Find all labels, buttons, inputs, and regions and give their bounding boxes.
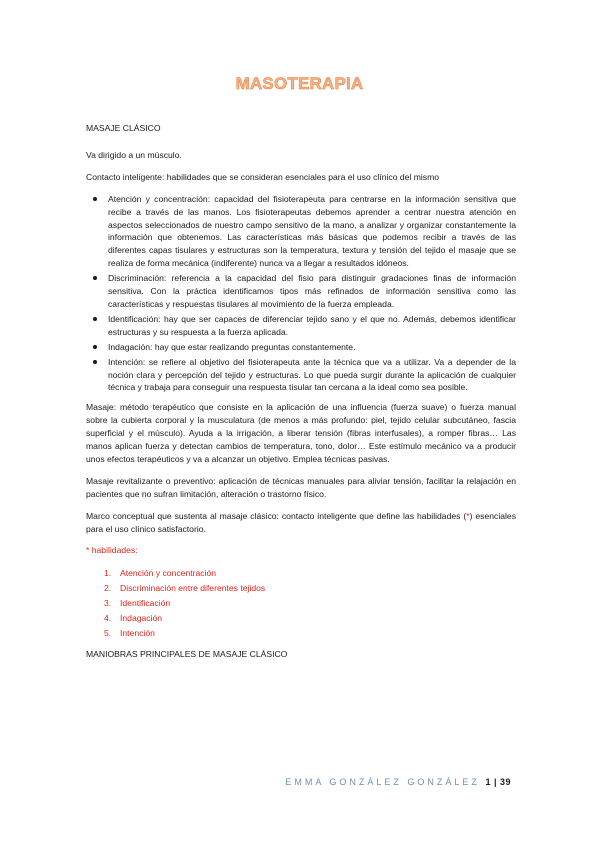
masaje-definition-paragraph: Masaje: método terapéutico que consiste en la aplicación de una influencia (fuerza suave) o fuerza manual sobre la cubierta corporal y la musculatura (de menos a más profundo: piel, tejido celular subcutáneo, fascia superficial y el músculo). Ayuda a la irrigación, a liberar tensión (fibras interfusales), a romper fibras… Las manos aplican fuerza y detectan cambios de temperatura, tono, dolor… Este estímulo mecánico va a producir unos efectos terapéuticos y va a alcanzar un objetivo. Emplea técnicas pasivas. bbox=[86, 402, 516, 464]
bullet-icon bbox=[93, 276, 97, 280]
bullet-icon bbox=[93, 317, 97, 321]
section-heading-masaje-clasico: MASAJE CLÁSICO bbox=[86, 123, 161, 133]
marco-conceptual-paragraph bbox=[86, 510, 516, 536]
page-footer bbox=[285, 777, 511, 787]
list-item bbox=[108, 356, 516, 395]
footer-author: EMMA GONZÁLEZ GONZÁLEZ bbox=[285, 777, 480, 787]
skills-description-list bbox=[86, 193, 516, 395]
list-item bbox=[108, 313, 516, 339]
page-number: 1 | 39 bbox=[485, 777, 511, 787]
list-item bbox=[104, 627, 516, 640]
list-item bbox=[104, 567, 516, 580]
list-item-text: Intención: se refiere al objetivo del fisioterapeuta ante la técnica que va a utilizar. Va a depender de la noción clara y percepción del tejido y estructuras. Lo que pueda surgir durante la aplicación de cualquier técnica y trabaja para conseguir una respuesta tisular tan cercana a la ideal como sea posible. bbox=[108, 356, 516, 393]
list-item-text: Indagación bbox=[120, 613, 163, 624]
list-item-text: Discriminación: referencia a la capacidad del fisio para distinguir gradaciones finas de información sensitiva. Con la práctica identificamos tipos más refinados de información sensitiva como las características y respuestas tisulares al movimiento de la fuerza empleada. bbox=[108, 273, 516, 309]
revitalizante-paragraph: Masaje revitalizante o preventivo: aplicación de técnicas manuales para aliviar tensión, facilitar la relajación en pacientes que no sufran limitación, alteración o trastorno físico. bbox=[86, 475, 516, 499]
list-item bbox=[104, 612, 516, 625]
marco-text-before: Marco conceptual que sustenta al masaje clásico: contacto inteligente que define las habilidades ( bbox=[86, 510, 467, 521]
list-item-text: Identificación: hay que ser capaces de diferenciar tejido sano y el que no. Además, debemos identificar estructuras y su respuesta a la fuerza aplicada. bbox=[108, 313, 516, 337]
contact-paragraph: Contacto inteligente: habilidades que se consideran esenciales para el uso clínico del mismo bbox=[86, 171, 440, 182]
list-number: 3. bbox=[104, 598, 112, 609]
list-item bbox=[104, 582, 516, 595]
section-heading-maniobras: MANIOBRAS PRINCIPALES DE MASAJE CLÁSICO bbox=[86, 648, 288, 659]
marco-asterisk: * bbox=[466, 510, 470, 521]
bullet-icon bbox=[93, 360, 97, 364]
list-item-text: Identificación bbox=[120, 598, 171, 609]
list-item bbox=[104, 597, 516, 610]
list-item-text: Intención bbox=[120, 628, 155, 638]
list-item-text: Atención y concentración: capacidad del fisioterapeuta para centrarse en la información sensitiva que recibe a través de las manos. Los fisioterapeutas debemos aprender a centrar nuestra atención en aspectos seleccionados de nuestro campo sensitivo de la mano, a analizar y organizar constantemente la información que obtenemos. Las características más básicas que podemos recibir a través de las diferentes capas tisulares y estructuras son la temperatura, textura y tensión del tejido el masaje que se realiza de forma mecánica (indiferente) nunca va a llegar a resultados idóneos. bbox=[108, 193, 516, 269]
skills-heading: * habilidades: bbox=[86, 545, 138, 556]
list-item bbox=[108, 341, 516, 354]
list-item bbox=[108, 193, 516, 270]
intro-paragraph: Va dirigido a un músculo. bbox=[86, 149, 182, 160]
bullet-icon bbox=[93, 345, 97, 349]
list-number: 4. bbox=[104, 613, 112, 624]
list-item-text: Discriminación entre diferentes tejidos bbox=[120, 583, 266, 594]
list-item-text: Atención y concentración bbox=[120, 568, 217, 579]
document-body bbox=[86, 122, 516, 670]
bullet-icon bbox=[93, 197, 97, 201]
skills-numbered-list bbox=[86, 567, 516, 640]
list-number: 5. bbox=[104, 628, 112, 638]
list-number: 2. bbox=[104, 583, 112, 594]
list-item-text: Indagación: hay que estar realizando preguntas constantemente. bbox=[108, 341, 356, 352]
document-title: MASOTERAPIA bbox=[235, 74, 364, 93]
list-number: 1. bbox=[104, 568, 112, 579]
marco-text-after: ) esenciales para el uso clínico satisfactorio. bbox=[86, 510, 516, 534]
list-item bbox=[108, 272, 516, 311]
